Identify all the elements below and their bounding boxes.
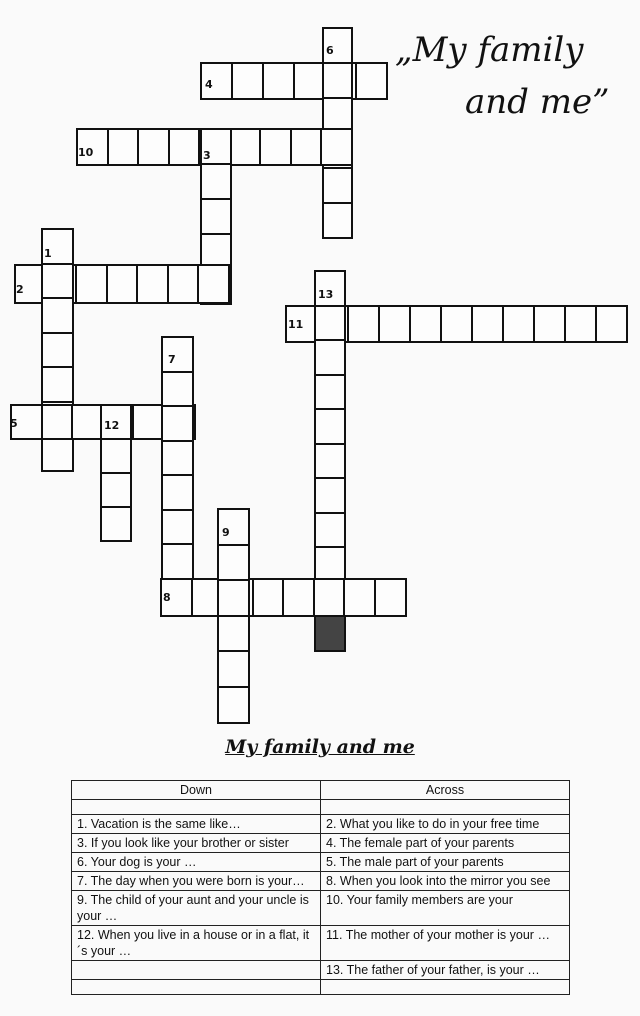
crossword-cell[interactable] <box>100 472 132 508</box>
clue-number-1: 1 <box>44 247 52 260</box>
crossword-cell[interactable] <box>161 543 194 580</box>
clue-number-4: 4 <box>205 78 213 91</box>
crossword-cell[interactable] <box>231 62 264 100</box>
crossword-cell[interactable] <box>440 305 473 343</box>
spacer-row <box>72 800 570 815</box>
down-clue: 3. If you look like your brother or sister <box>72 834 321 853</box>
across-header: Across <box>321 781 570 800</box>
down-clue: 6. Your dog is your … <box>72 853 321 872</box>
crossword-cell[interactable] <box>41 366 74 403</box>
down-header: Down <box>72 781 321 800</box>
crossword-cell[interactable] <box>41 263 74 300</box>
table-row <box>72 853 570 872</box>
down-clue: 12. When you live in a house or in a flat, it´s your … <box>72 926 321 961</box>
clue-number-2: 2 <box>16 283 24 296</box>
crossword-cell[interactable] <box>314 339 346 376</box>
crossword-cell[interactable] <box>347 305 380 343</box>
clue-number-8: 8 <box>163 591 171 604</box>
table-row <box>72 872 570 891</box>
crossword-cell[interactable] <box>161 405 194 442</box>
across-clue: 8. When you look into the mirror you see <box>321 872 570 891</box>
across-clue: 5. The male part of your parents <box>321 853 570 872</box>
crossword-cell[interactable] <box>343 578 376 617</box>
crossword-cell[interactable] <box>100 438 132 474</box>
crossword-cell[interactable] <box>314 443 346 480</box>
crossword-cell[interactable] <box>217 615 250 653</box>
table-row <box>72 891 570 926</box>
clue-number-6: 6 <box>326 44 334 57</box>
down-clue: 9. The child of your aunt and your uncle is your … <box>72 891 321 926</box>
clue-number-12: 12 <box>104 419 120 432</box>
crossword-cell[interactable] <box>282 578 315 617</box>
handwritten-title-line2: and me” <box>465 82 610 122</box>
crossword-cell[interactable] <box>136 264 169 304</box>
table-row <box>72 815 570 834</box>
crossword-cell[interactable] <box>137 128 170 166</box>
handwritten-title <box>395 30 615 140</box>
table-row <box>72 926 570 961</box>
across-clue: 11. The mother of your mother is your … <box>321 926 570 961</box>
crossword-cell[interactable] <box>502 305 535 343</box>
crossword-cell[interactable] <box>314 615 346 652</box>
crossword-cell[interactable] <box>259 128 292 166</box>
crossword-cell[interactable] <box>262 62 295 100</box>
crossword-cell[interactable] <box>217 579 250 617</box>
crossword-cell[interactable] <box>471 305 504 343</box>
handwritten-title-line1: „My family <box>395 30 584 70</box>
crossword-cell[interactable] <box>322 167 353 204</box>
crossword-cell[interactable] <box>229 128 262 166</box>
crossword-cell[interactable] <box>378 305 411 343</box>
clue-number-9: 9 <box>222 526 230 539</box>
crossword-cell[interactable] <box>533 305 566 343</box>
crossword-cell[interactable] <box>564 305 597 343</box>
clue-number-10: 10 <box>78 146 94 159</box>
crossword-cell[interactable] <box>200 198 232 235</box>
crossword-cell[interactable] <box>314 512 346 549</box>
spacer-row <box>72 980 570 995</box>
crossword-cell[interactable] <box>322 202 353 239</box>
crossword-cell[interactable] <box>355 62 388 100</box>
crossword-cell[interactable] <box>161 336 194 373</box>
clue-number-11: 11 <box>288 318 304 331</box>
across-clue: 2. What you like to do in your free time <box>321 815 570 834</box>
crossword-cell[interactable] <box>106 264 139 304</box>
crossword-cell[interactable] <box>41 435 74 472</box>
crossword-cell[interactable] <box>314 408 346 445</box>
across-clue: 13. The father of your father, is your … <box>321 961 570 980</box>
crossword-cell[interactable] <box>161 509 194 546</box>
crossword-cell[interactable] <box>41 297 74 334</box>
clue-number-7: 7 <box>168 353 176 366</box>
clue-section-title: My family and me <box>225 736 415 758</box>
crossword-cell[interactable] <box>314 477 346 514</box>
across-clue: 4. The female part of your parents <box>321 834 570 853</box>
crossword-cell[interactable] <box>314 374 346 411</box>
crossword-cell[interactable] <box>161 371 194 408</box>
crossword-cell[interactable] <box>41 404 74 440</box>
crossword-cell[interactable] <box>217 544 250 582</box>
crossword-cell[interactable] <box>41 332 74 369</box>
table-row <box>72 834 570 853</box>
crossword-cell[interactable] <box>200 163 232 200</box>
table-row <box>72 961 570 980</box>
crossword-cell[interactable] <box>161 440 194 477</box>
crossword-cell[interactable] <box>595 305 628 343</box>
crossword-cell[interactable] <box>107 128 140 166</box>
crossword-cell[interactable] <box>75 264 108 304</box>
crossword-cell[interactable] <box>161 474 194 511</box>
crossword-cell[interactable] <box>168 128 201 166</box>
down-clue: 1. Vacation is the same like… <box>72 815 321 834</box>
down-clue: 7. The day when you were born is your… <box>72 872 321 891</box>
crossword-cell[interactable] <box>167 264 200 304</box>
across-clue: 10. Your family members are your <box>321 891 570 926</box>
clue-number-5: 5 <box>10 417 18 430</box>
crossword-cell[interactable] <box>290 128 323 166</box>
clue-number-13: 13 <box>318 288 334 301</box>
crossword-cell[interactable] <box>409 305 442 343</box>
crossword-cell[interactable] <box>197 264 230 304</box>
crossword-cell[interactable] <box>314 305 346 342</box>
crossword-cell[interactable] <box>320 128 353 166</box>
crossword-cell[interactable] <box>217 650 250 688</box>
crossword-cell[interactable] <box>252 578 285 617</box>
clues-body <box>72 800 570 995</box>
crossword-cell[interactable] <box>313 578 346 617</box>
crossword-cell[interactable] <box>100 506 132 542</box>
crossword-cell[interactable] <box>322 62 353 99</box>
down-clue <box>72 961 321 980</box>
clue-number-3: 3 <box>203 149 211 162</box>
clues-table <box>71 780 570 995</box>
crossword-cell[interactable] <box>374 578 407 617</box>
crossword-cell[interactable] <box>217 686 250 724</box>
